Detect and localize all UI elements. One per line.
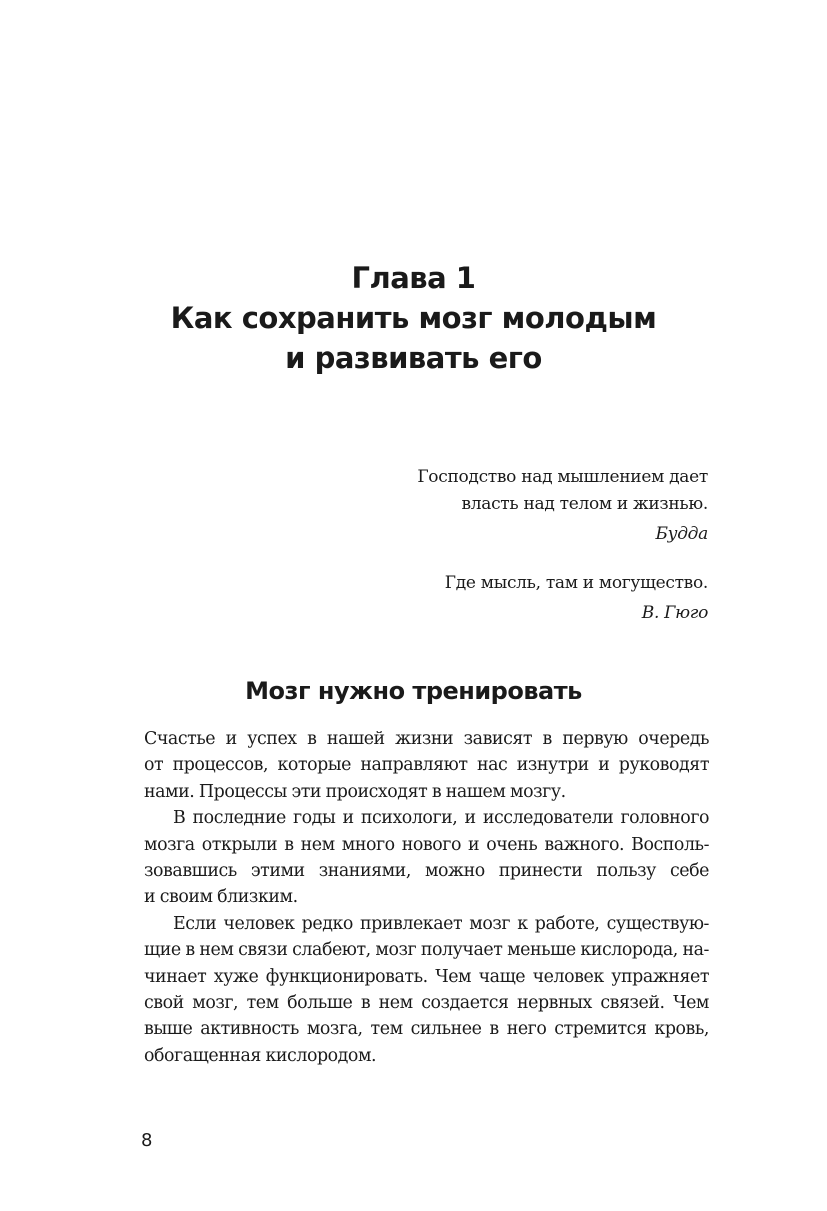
chapter-title bbox=[0, 258, 827, 378]
epigraph-buddha bbox=[288, 464, 708, 548]
text-line: чинает хуже функционировать. Чем чаще человек упражняет bbox=[144, 966, 709, 987]
epigraph-line: власть над телом и жизнью. bbox=[461, 494, 708, 514]
epigraph-line: Где мысль, там и могущество. bbox=[444, 573, 708, 593]
epigraph-line: Господство над мышлением дает bbox=[417, 467, 708, 487]
text-line: свой мозг, тем больше в нем создается нервных связей. Чем bbox=[144, 993, 709, 1014]
paragraph bbox=[144, 805, 709, 911]
text-line: Счастье и успех в нашей жизни зависят в первую очередь bbox=[144, 729, 709, 749]
text-line: Если человек редко привлекает мозг к работе, существую- bbox=[173, 913, 709, 934]
epigraph-author: В. Гюго bbox=[641, 603, 708, 623]
text-line: нами. Процессы эти происходят в нашем мозгу. bbox=[144, 781, 566, 802]
text-line: щие в нем связи слабеют, мозг получает меньше кислорода, на- bbox=[144, 940, 709, 961]
text-line: обогащенная кислородом. bbox=[144, 1045, 377, 1066]
text-line: и своим близким. bbox=[144, 887, 298, 908]
text-line: мозга открыли в нем много нового и очень важного. Восполь- bbox=[144, 834, 709, 855]
epigraph-hugo bbox=[288, 570, 708, 627]
paragraph bbox=[144, 726, 709, 805]
page-number: 8 bbox=[141, 1130, 153, 1151]
body-text bbox=[144, 726, 709, 1069]
section-heading: Мозг нужно тренировать bbox=[245, 677, 582, 705]
epigraph-author: Будда bbox=[655, 524, 708, 544]
text-line: зовавшись этими знаниями, можно принести пользу себе bbox=[144, 861, 709, 882]
paragraph bbox=[144, 911, 709, 1069]
chapter-title-line-1: Как сохранить мозг молодым bbox=[170, 301, 657, 335]
text-line: В последние годы и психологи, и исследователи головного bbox=[173, 808, 709, 829]
text-line: от процессов, которые направляют нас изнутри и руководят bbox=[144, 755, 709, 776]
chapter-title-line-2: и развивать его bbox=[285, 341, 542, 375]
text-line: выше активность мозга, тем сильнее в него стремится кровь, bbox=[144, 1019, 709, 1040]
chapter-number: Глава 1 bbox=[351, 261, 476, 295]
